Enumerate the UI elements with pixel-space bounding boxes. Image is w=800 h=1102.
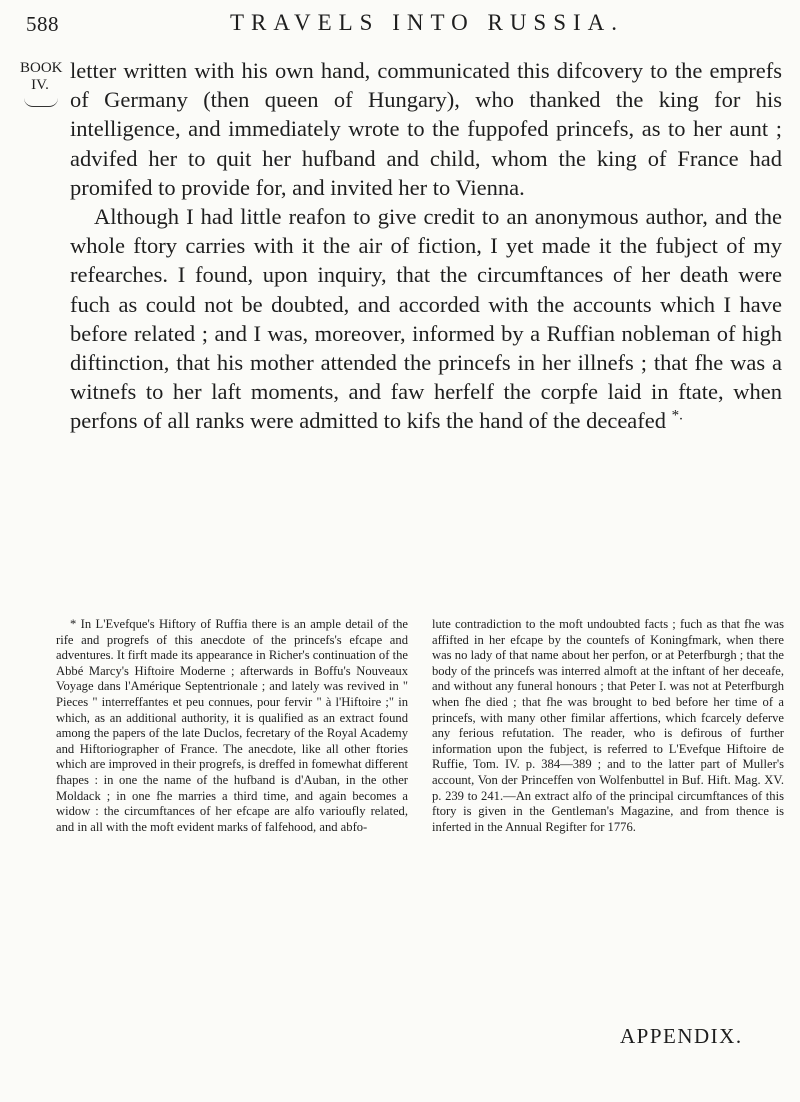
margin-book-number: IV. — [31, 77, 49, 93]
catchword: APPENDIX. — [620, 1024, 743, 1048]
body-paragraph-1: letter written with his own hand, communicated this difcovery to the emprefs of Germany (then queen of Hungary), who thanked the king for his intelligence, and immediately wrote to the fuppofed princefs, as to her aunt ; advifed her to quit her hufband and child, whom the king of France had promifed to provide for, and invited her to Vienna. — [70, 58, 782, 200]
main-text — [70, 56, 782, 436]
footnote-reference-mark: *. — [671, 407, 683, 424]
footnote-column-left — [56, 617, 408, 835]
body-paragraph-2 — [70, 202, 782, 436]
footnote-text-right: lute contradiction to the moft undoubted facts ; fuch as that fhe was affifted in her efcape by the countefs of Koningfmark, when there was no lady of that name about her perfon, or at Peterfburgh ; that the body of the princefs was interred almoft at the inftant of her deceafe, and without any funeral honours ; that Peter I. was not at Peterfburgh when fhe died ; that fhe was brought to bed before her time of a princefs, with many other fimilar affertions, which fcarcely deferve any ferious refutation. The reader, who is defirous of further information upon the fubject, is referred to L'Evefque Hiftoire de Ruffie, Tom. IV. p. 384—389 ; and to the latter part of Muller's account, Von der Princeffen von Wolfenbuttel in Buf. Hift. Mag. XV. p. 239 to 241.—An extract alfo of the principal circumftances of this ftory is given in the Gentleman's Magazine, and from thence is inferted in the Annual Regifter for 1776. — [432, 617, 784, 834]
footnotes — [56, 617, 784, 835]
margin-brace-ornament — [24, 98, 58, 107]
footnote-column-right — [432, 617, 784, 835]
margin-book-word: BOOK — [20, 60, 63, 76]
margin-book-label — [20, 60, 63, 94]
running-head: TRAVELS INTO RUSSIA. — [229, 10, 625, 35]
page-number: 588 — [26, 12, 59, 36]
body-paragraph-2-text: Although I had little reafon to give credit to an anonymous author, and the whole ftory carries with it the air of fiction, I yet made it the fubject of my refearches. I found, upon inquiry, that the circumftances of her death were fuch as could not be doubted, and accorded with the accounts which I have before related ; and I was, moreover, informed by a Ruffian nobleman of high diftinction, that his mother attended the princefs in her illnefs ; that fhe was a witnefs to her laft moments, and faw herfelf the corpfe laid in ftate, when perfons of all ranks were admitted to kifs the hand of the deceafed — [70, 204, 782, 434]
footnote-text-left: * In L'Evefque's Hiftory of Ruffia there is an ample detail of the rife and progrefs of this anecdote of the princefs's efcape and adventures. It firft made its appearance in Richer's continuation of the Abbé Marcy's Hiftoire Moderne ; afterwards in Boffu's Nouveaux Voyage dans l'Amérique Septentrionale ; and lately was revived in " Pieces " interreffantes et peu connues, pour fervir " à l'Hiftoire ;" in which, as an additional authority, it is qualified as an extract found among the papers of the late Duclos, fecretary of the Royal Academy and Hiftoriographer of France. The anecdote, like all other ftories which are improved in their progrefs, is dreffed in fomewhat different fhapes : in one the name of the hufband is d'Auban, in the other Moldack ; in one fhe marries a third time, and again becomes a widow : the circumftances of her efcape are alfo varioufly related, and in all with the moft evident marks of falfehood, and abfo- — [56, 617, 408, 834]
